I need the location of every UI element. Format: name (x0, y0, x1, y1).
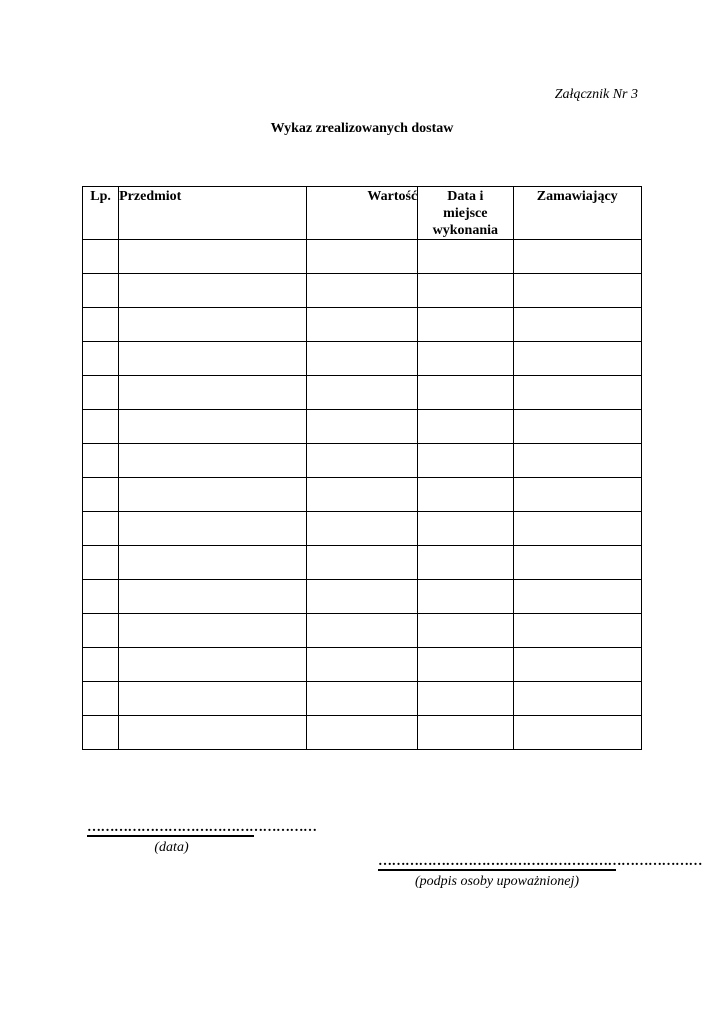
header-lp: Lp. (83, 187, 119, 240)
item-cell (119, 308, 307, 342)
table-row (83, 342, 642, 376)
lp-cell (83, 444, 119, 478)
header-date-place-line3: wykonania (432, 223, 499, 238)
lp-cell (83, 376, 119, 410)
lp-cell (83, 342, 119, 376)
client-cell (513, 716, 642, 750)
client-cell (513, 444, 642, 478)
item-cell (119, 512, 307, 546)
date-underline (87, 835, 254, 837)
header-date-place-line1: Data i (447, 189, 484, 204)
item-cell (119, 682, 307, 716)
item-cell (119, 716, 307, 750)
document-title: Wykaz zrealizowanych dostaw (270, 121, 454, 136)
date-place-cell (418, 648, 513, 682)
lp-cell (83, 240, 119, 274)
lp-cell (83, 274, 119, 308)
date-signature-block (87, 820, 317, 856)
item-cell (119, 274, 307, 308)
date-place-cell (418, 682, 513, 716)
item-cell (119, 546, 307, 580)
value-cell (306, 274, 417, 308)
date-place-cell (418, 546, 513, 580)
table-row (83, 614, 642, 648)
signature-underline (378, 869, 616, 871)
client-cell (513, 648, 642, 682)
lp-cell (83, 410, 119, 444)
client-cell (513, 512, 642, 546)
client-cell (513, 274, 642, 308)
client-cell (513, 478, 642, 512)
signature-caption: (podpis osoby upoważnionej) (414, 874, 580, 889)
date-place-cell (418, 614, 513, 648)
client-cell (513, 410, 642, 444)
date-place-cell (418, 444, 513, 478)
date-place-cell (418, 512, 513, 546)
client-cell (513, 682, 642, 716)
client-cell (513, 546, 642, 580)
item-cell (119, 614, 307, 648)
table-row (83, 444, 642, 478)
header-value: Wartość (306, 187, 417, 240)
lp-cell (83, 716, 119, 750)
date-place-cell (418, 410, 513, 444)
value-cell (306, 342, 417, 376)
value-cell (306, 512, 417, 546)
value-cell (306, 376, 417, 410)
table-header-row (83, 187, 642, 240)
lp-cell (83, 580, 119, 614)
value-cell (306, 614, 417, 648)
lp-cell (83, 308, 119, 342)
lp-cell (83, 614, 119, 648)
item-cell (119, 342, 307, 376)
value-cell (306, 682, 417, 716)
header-item: Przedmiot (119, 187, 307, 240)
client-cell (513, 240, 642, 274)
value-cell (306, 444, 417, 478)
lp-cell (83, 648, 119, 682)
value-cell (306, 478, 417, 512)
value-cell (306, 648, 417, 682)
table-body (83, 240, 642, 750)
item-cell (119, 410, 307, 444)
date-place-cell (418, 580, 513, 614)
signature-dotted-line: ……………………………………………………………… (378, 854, 702, 869)
table-row (83, 376, 642, 410)
value-cell (306, 716, 417, 750)
date-dotted-line: …………………………………………… (87, 820, 317, 835)
table-row (83, 410, 642, 444)
value-cell (306, 546, 417, 580)
header-date-place-line2: miejsce (443, 206, 488, 221)
table-row (83, 648, 642, 682)
table-row (83, 682, 642, 716)
client-cell (513, 376, 642, 410)
date-place-cell (418, 240, 513, 274)
value-cell (306, 308, 417, 342)
date-place-cell (418, 376, 513, 410)
table-row (83, 478, 642, 512)
item-cell (119, 240, 307, 274)
client-cell (513, 308, 642, 342)
deliveries-table (82, 186, 642, 750)
table-row (83, 716, 642, 750)
lp-cell (83, 546, 119, 580)
table-row (83, 580, 642, 614)
item-cell (119, 444, 307, 478)
annex-label: Załącznik Nr 3 (554, 87, 638, 102)
table-row (83, 274, 642, 308)
client-cell (513, 614, 642, 648)
client-cell (513, 580, 642, 614)
authorized-signature-block (378, 854, 702, 890)
date-place-cell (418, 274, 513, 308)
client-cell (513, 342, 642, 376)
date-place-cell (418, 716, 513, 750)
table-row (83, 546, 642, 580)
value-cell (306, 240, 417, 274)
date-place-cell (418, 478, 513, 512)
value-cell (306, 410, 417, 444)
date-caption: (data) (154, 840, 189, 855)
item-cell (119, 580, 307, 614)
header-date-place (418, 187, 513, 240)
date-place-cell (418, 308, 513, 342)
date-place-cell (418, 342, 513, 376)
item-cell (119, 648, 307, 682)
value-cell (306, 580, 417, 614)
table-row (83, 512, 642, 546)
table-row (83, 240, 642, 274)
lp-cell (83, 682, 119, 716)
item-cell (119, 478, 307, 512)
item-cell (119, 376, 307, 410)
lp-cell (83, 512, 119, 546)
table-row (83, 308, 642, 342)
header-client: Zamawiający (513, 187, 642, 240)
lp-cell (83, 478, 119, 512)
